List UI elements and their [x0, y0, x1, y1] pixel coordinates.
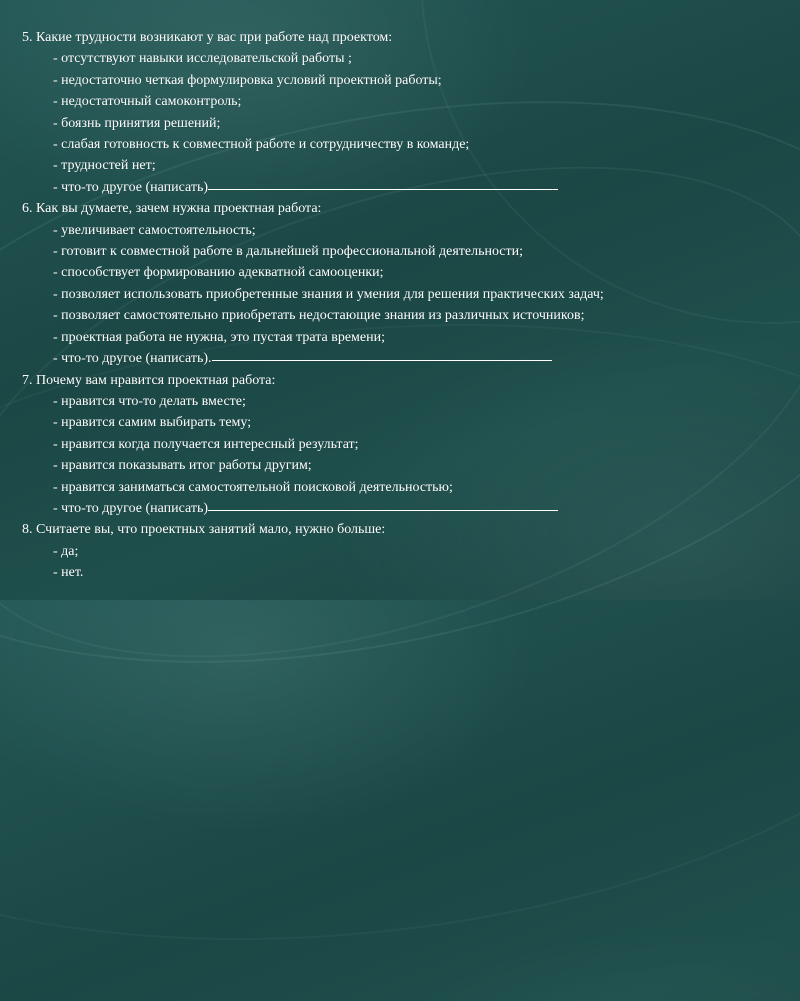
question-number: 6. [22, 201, 33, 217]
option: - нравится самим выбирать тему; [53, 415, 252, 431]
option-other: - что-то другое (написать) [22, 177, 782, 198]
question-text: Какие трудности возникают у вас при работе над проектом: [36, 30, 393, 45]
question-number: 5. [22, 30, 33, 45]
option-other: - что-то другое (написать) [22, 498, 782, 519]
question-8 [22, 519, 782, 540]
question-7 [22, 370, 782, 391]
option: - способствует формированию адекватной самооценки; [53, 265, 384, 281]
option: - проектная работа не нужна, это пустая трата времени; [53, 329, 385, 345]
question-text: Считаете вы, что проектных занятий мало, нужно больше: [36, 522, 386, 538]
question-text: Почему вам нравится проектная работа: [36, 372, 276, 388]
option: - нравится показывать итог работы другим; [53, 458, 312, 474]
question-number: 7. [22, 372, 33, 388]
option: - позволяет использовать приобретенные знания и умения для решения практических задач; [53, 286, 604, 302]
answer-blank-line [208, 189, 558, 190]
option: - недостаточный самоконтроль; [53, 94, 242, 110]
answer-blank-line [212, 360, 552, 361]
option: - увеличивает самостоятельность; [53, 222, 256, 238]
option: - готовит к совместной работе в дальнейшей профессиональной деятельности; [53, 244, 524, 260]
option: - недостаточно четкая формулировка условий проектной работы; [53, 72, 442, 88]
question-text: Как вы думаете, зачем нужна проектная работа: [36, 201, 322, 217]
option: - нет. [53, 565, 84, 581]
option: - отсутствуют навыки исследовательской работы ; [53, 51, 352, 67]
question-5 [22, 27, 782, 48]
option: - позволяет самостоятельно приобретать недостающие знания из различных источников; [53, 308, 585, 324]
option: - трудностей нет; [53, 158, 156, 174]
questionnaire [22, 27, 782, 584]
option-other: - что-то другое (написать). [22, 348, 782, 369]
option: - нравится заниматься самостоятельной поисковой деятельностью; [53, 479, 453, 495]
option: - боязнь принятия решений; [53, 115, 221, 131]
option: - нравится что-то делать вместе; [53, 393, 246, 409]
question-6 [22, 198, 782, 219]
option: - да; [53, 543, 79, 559]
answer-blank-line [208, 510, 558, 511]
option: - слабая готовность к совместной работе и сотрудничеству в команде; [53, 137, 470, 153]
option: - нравится когда получается интересный результат; [53, 436, 359, 452]
question-number: 8. [22, 522, 33, 538]
